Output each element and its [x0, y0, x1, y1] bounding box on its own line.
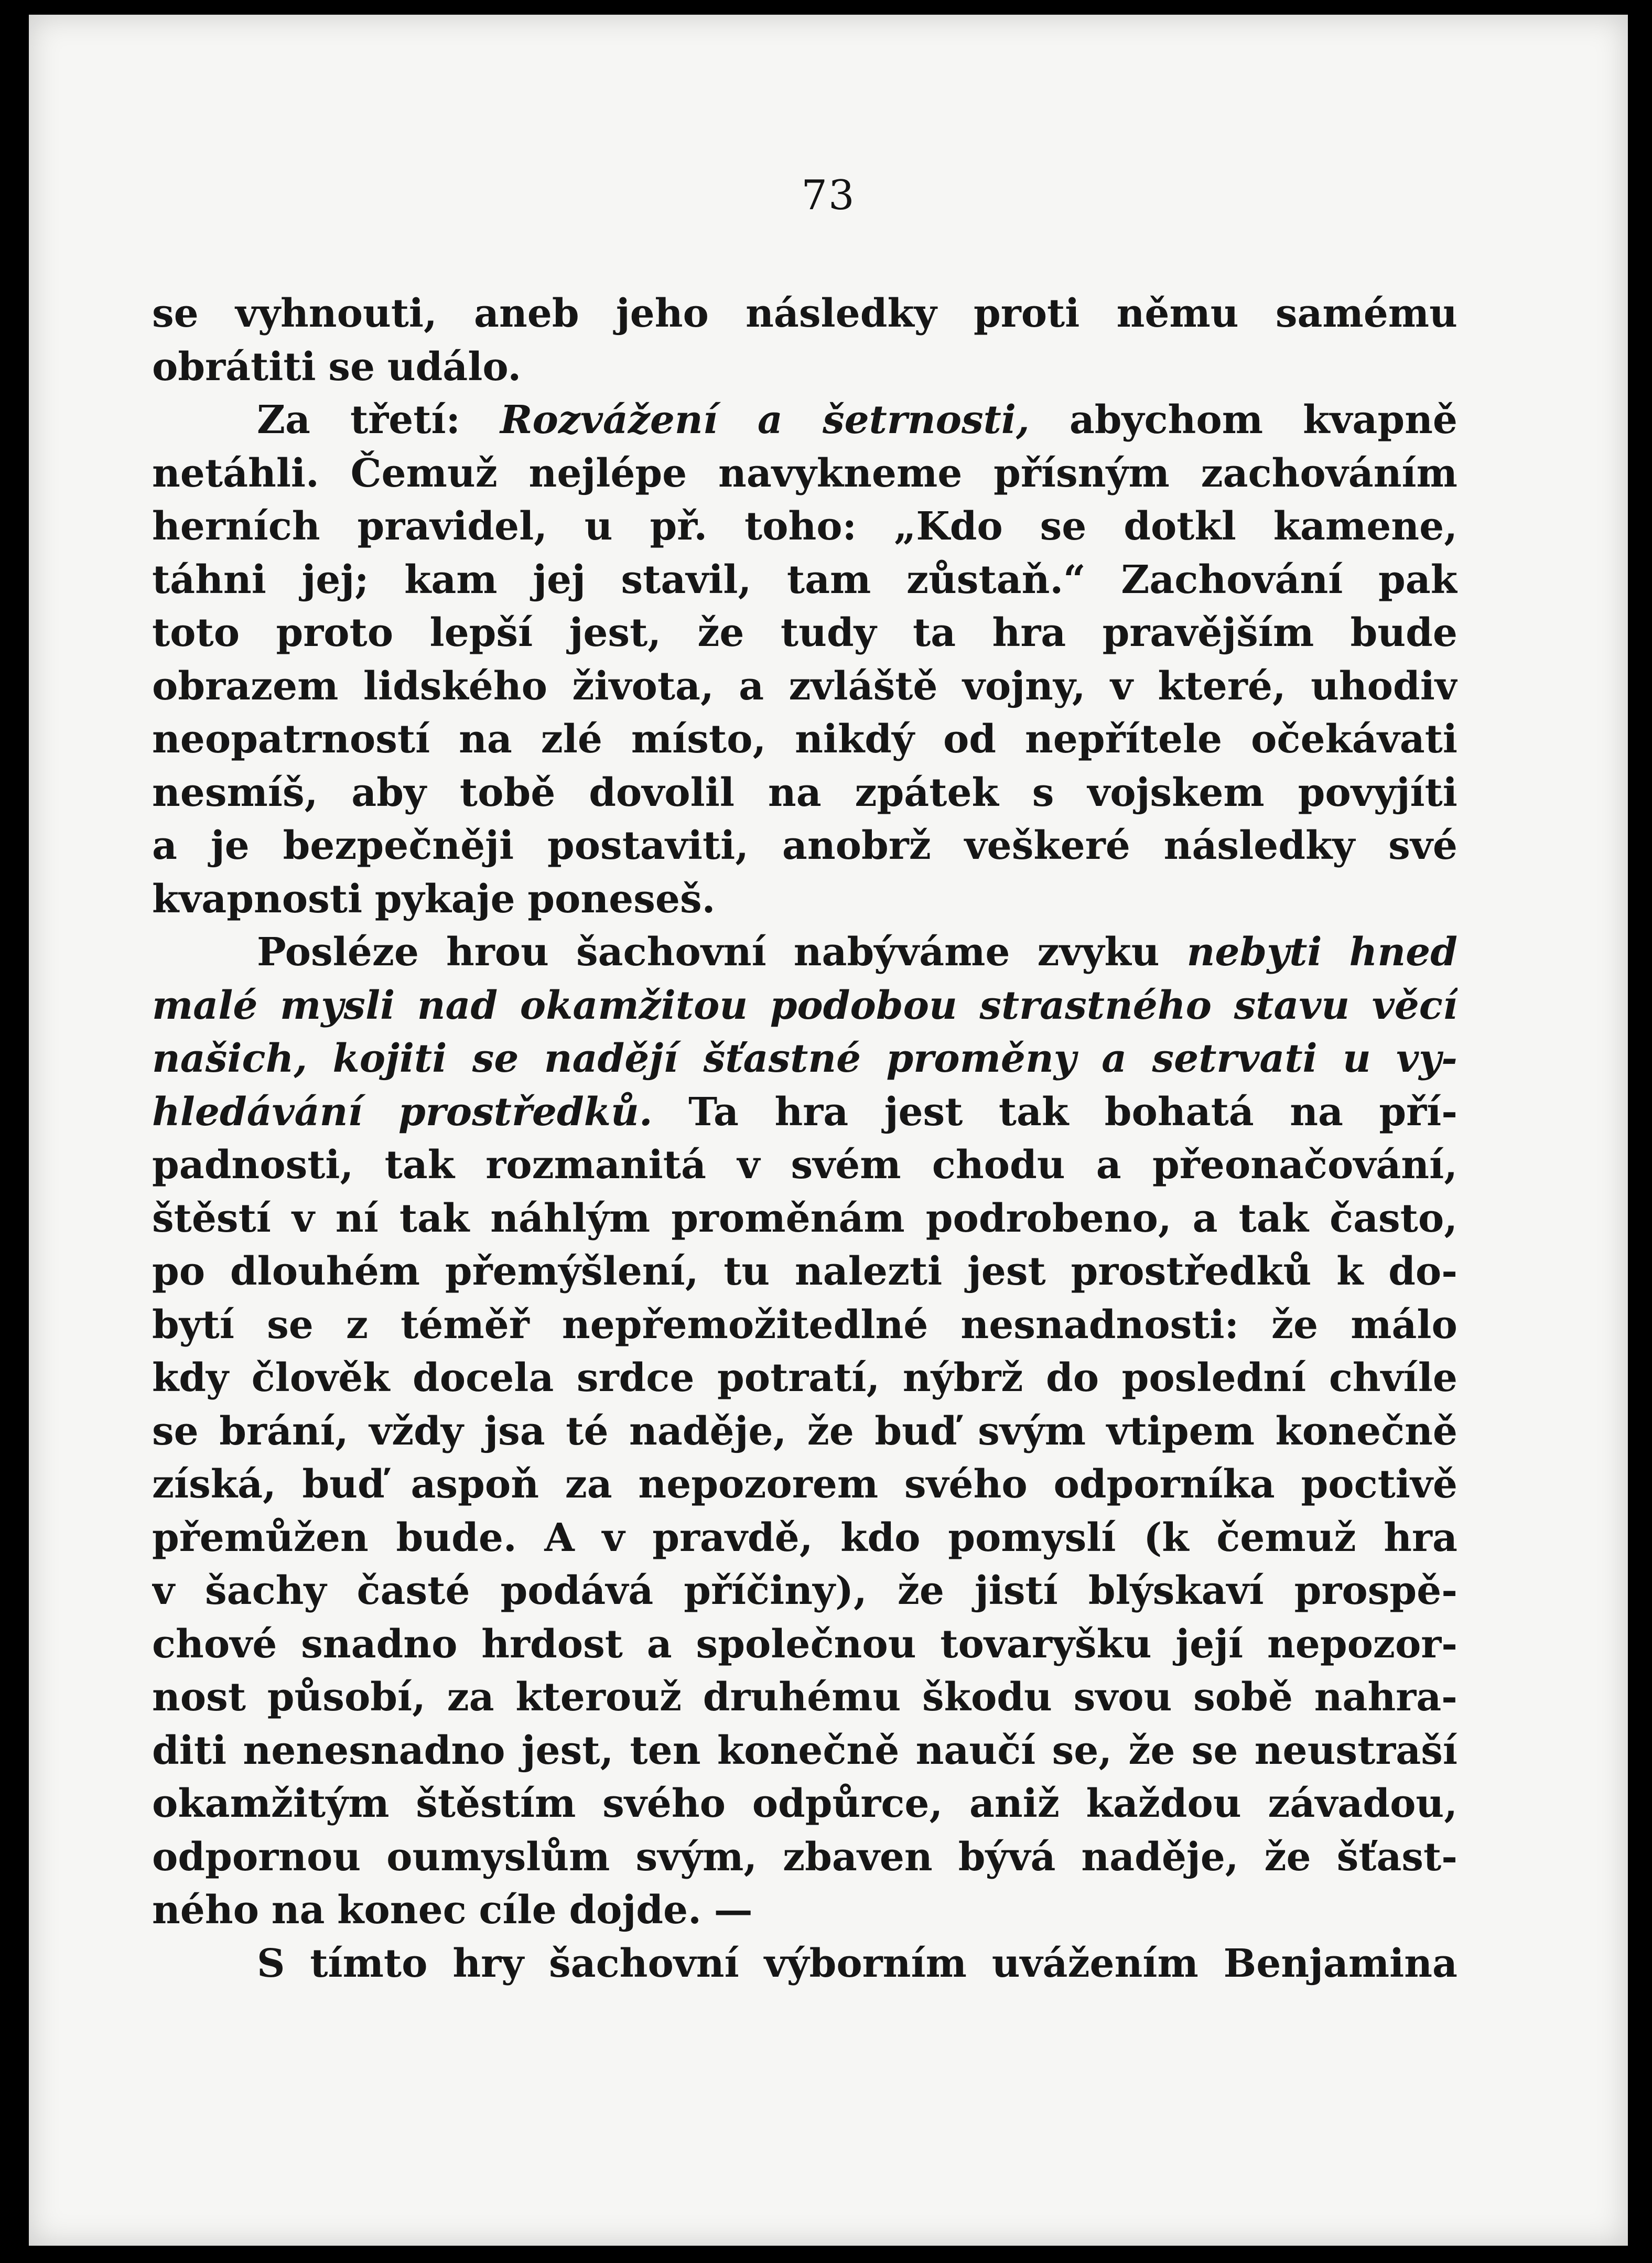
word: jistí	[974, 1568, 1058, 1613]
text-line	[152, 926, 1457, 979]
word: jest	[884, 1089, 963, 1135]
word: a	[739, 663, 764, 709]
text-line	[152, 1725, 1457, 1778]
word: nikdý	[795, 717, 915, 762]
word: ní	[335, 1195, 379, 1241]
word: —	[714, 1888, 753, 1933]
word: kvapně	[1303, 397, 1457, 443]
body-text	[152, 287, 1457, 1990]
text-line	[152, 1937, 1457, 1991]
word: poneseš.	[527, 876, 716, 922]
word: samému	[1275, 291, 1457, 336]
text-line	[152, 1512, 1457, 1565]
word: proti	[973, 291, 1080, 336]
word: výborním	[764, 1941, 967, 1986]
text-line	[152, 1245, 1457, 1299]
word: v	[152, 1568, 175, 1613]
text-line	[152, 767, 1457, 820]
word: se	[1191, 1728, 1238, 1773]
word: na	[459, 717, 512, 762]
text-line	[152, 1299, 1457, 1352]
word: vždy	[369, 1408, 463, 1454]
text-line	[152, 1618, 1457, 1672]
word: (k	[1143, 1515, 1189, 1560]
word: proto	[276, 610, 394, 655]
word: pří-	[1379, 1089, 1457, 1135]
word: herních	[152, 504, 320, 549]
word: ta	[913, 610, 956, 655]
word: tak	[399, 1195, 470, 1241]
word: prostředků	[1071, 1249, 1312, 1294]
word: okamžitou	[520, 983, 748, 1028]
text-line	[152, 1352, 1457, 1405]
word: šachovní	[576, 930, 766, 975]
word: okamžitým	[152, 1781, 390, 1826]
word: často,	[1330, 1195, 1457, 1241]
text-line	[152, 1458, 1457, 1512]
word: setrvati	[1152, 1036, 1318, 1081]
word: se	[152, 291, 199, 336]
word: zbaven	[783, 1834, 933, 1880]
text-line	[152, 1884, 1457, 1937]
word: kdy	[152, 1355, 229, 1400]
word: tudy	[780, 610, 877, 655]
word: svým	[978, 1408, 1086, 1454]
word: nýbrž	[902, 1355, 1023, 1400]
word: že	[1264, 1834, 1311, 1880]
word: malé	[152, 983, 258, 1028]
word: každou	[1086, 1781, 1241, 1826]
word: do	[1045, 1355, 1099, 1400]
word: následky	[1163, 823, 1355, 868]
word: docela	[413, 1355, 554, 1400]
word: nahra-	[1314, 1675, 1457, 1720]
word: závadou,	[1268, 1781, 1457, 1826]
word: „Kdo	[893, 504, 1003, 549]
word: sobě	[1193, 1675, 1293, 1720]
word: očekávati	[1251, 717, 1457, 762]
word: působí,	[267, 1675, 426, 1720]
word: příčiny),	[684, 1568, 867, 1613]
word: tak	[998, 1089, 1069, 1135]
word: na	[1290, 1089, 1343, 1135]
word: svého	[904, 1462, 1028, 1507]
word: dlouhém	[230, 1249, 420, 1294]
text-line	[152, 394, 1457, 447]
word: anobrž	[782, 823, 931, 868]
word: dovolil	[589, 770, 735, 815]
word: třetí:	[350, 397, 460, 443]
word: konečně	[1275, 1408, 1457, 1454]
word: že	[897, 1568, 944, 1613]
word: diti	[152, 1728, 227, 1773]
word: nebyti	[1186, 930, 1322, 975]
word: se	[267, 1302, 314, 1348]
word: tímto	[310, 1941, 428, 1986]
word: poctivě	[1301, 1462, 1457, 1507]
word: její	[1175, 1621, 1244, 1667]
word: svou	[1073, 1675, 1172, 1720]
word: Rozvážení	[500, 397, 718, 443]
word: za	[447, 1675, 494, 1720]
word: místo,	[631, 717, 766, 762]
text-line	[152, 1777, 1457, 1831]
word: bezpečněji	[283, 823, 514, 868]
word: pravdě,	[652, 1515, 813, 1560]
word: obrátiti	[152, 344, 316, 390]
text-line	[152, 1565, 1457, 1618]
word: a	[1192, 1195, 1218, 1241]
word: toto	[152, 610, 240, 655]
word: konec	[337, 1888, 467, 1933]
word: hra	[1384, 1515, 1457, 1560]
word: odpornou	[152, 1834, 361, 1880]
word: jej	[533, 557, 586, 602]
word: pravějším	[1102, 610, 1314, 655]
word: pykaje	[374, 876, 515, 922]
word: v	[291, 1195, 315, 1241]
word: potratí,	[717, 1355, 880, 1400]
text-line	[152, 607, 1457, 660]
word: přemůžen	[152, 1515, 369, 1560]
word: prospě-	[1294, 1568, 1457, 1613]
word: přeonačování,	[1152, 1143, 1457, 1188]
word: hra	[992, 610, 1066, 655]
word: tak	[1238, 1195, 1309, 1241]
word: přísným	[994, 450, 1170, 496]
word: svém	[791, 1143, 901, 1188]
word: a	[152, 823, 177, 868]
word: postaviti,	[547, 823, 749, 868]
word: že	[1271, 1302, 1319, 1348]
word: ten	[630, 1728, 701, 1773]
word: cíle	[479, 1888, 557, 1933]
word: je	[210, 823, 250, 868]
word: a	[757, 397, 783, 443]
word: blýskaví	[1088, 1568, 1264, 1613]
word: kterouž	[515, 1675, 682, 1720]
word: němu	[1116, 291, 1239, 336]
word: navykneme	[718, 450, 963, 496]
word: dotkl	[1124, 504, 1236, 549]
word: a	[1096, 1143, 1121, 1188]
word: té	[566, 1408, 609, 1454]
word: hry	[452, 1941, 524, 1986]
word: odpůrce,	[752, 1781, 943, 1826]
word: lidského	[363, 663, 547, 709]
word: člověk	[251, 1355, 390, 1400]
text-line	[152, 1831, 1457, 1884]
word: přemýšlení,	[445, 1249, 699, 1294]
word: časté	[357, 1568, 470, 1613]
word: hledávání	[152, 1089, 363, 1135]
word: v	[1110, 663, 1133, 709]
word: Posléze	[257, 930, 419, 975]
word: stavu	[1234, 983, 1350, 1028]
word: aby	[351, 770, 426, 815]
word: povyjíti	[1298, 770, 1457, 815]
word: hned	[1349, 930, 1457, 975]
word: na	[768, 770, 822, 815]
word: událo.	[387, 344, 522, 390]
word: nenesnadno	[243, 1728, 505, 1773]
word: od	[943, 717, 997, 762]
word: nad	[417, 983, 498, 1028]
word: s	[1032, 770, 1054, 815]
word: bude.	[396, 1515, 517, 1560]
word: ného	[152, 1888, 260, 1933]
word: Čemuž	[350, 450, 498, 496]
word: podobou	[770, 983, 957, 1028]
text-line	[152, 287, 1457, 341]
word: které,	[1158, 663, 1286, 709]
word: konečně	[717, 1728, 900, 1773]
word: kvapnosti	[152, 876, 363, 922]
word: snadno	[301, 1621, 458, 1667]
word: podrobeno,	[925, 1195, 1172, 1241]
word: obrazem	[152, 663, 339, 709]
word: vy-	[1396, 1036, 1457, 1081]
word: táhni	[152, 557, 266, 602]
word: odporníka	[1053, 1462, 1275, 1507]
word: prostředků.	[398, 1089, 653, 1135]
page-number: 73	[801, 172, 856, 219]
word: následky	[746, 291, 937, 336]
text-line	[152, 1032, 1457, 1086]
word: Benjamina	[1223, 1941, 1457, 1986]
word: nost	[152, 1675, 246, 1720]
text-line	[152, 1671, 1457, 1725]
word: svým,	[635, 1834, 758, 1880]
word: jej;	[301, 557, 369, 602]
word: bytí	[152, 1302, 235, 1348]
word: netáhli.	[152, 450, 319, 496]
word: vojskem	[1087, 770, 1265, 815]
word: podává	[500, 1568, 654, 1613]
word: u	[584, 504, 613, 549]
word: kojiti	[332, 1036, 447, 1081]
word: vojny,	[962, 663, 1086, 709]
word: buď	[874, 1408, 957, 1454]
word: tam	[786, 557, 871, 602]
word: veškeré	[964, 823, 1130, 868]
text-line	[152, 447, 1457, 501]
word: svého	[602, 1781, 726, 1826]
word: kdo	[840, 1515, 921, 1560]
word: kamene,	[1273, 504, 1457, 549]
word: hra	[774, 1089, 849, 1135]
word: bude	[1350, 610, 1457, 655]
book-page	[29, 15, 1628, 2246]
word: pravidel,	[357, 504, 547, 549]
text-line	[152, 554, 1457, 607]
word: aspoň	[411, 1462, 539, 1507]
word: čemuž	[1216, 1515, 1356, 1560]
text-line	[152, 660, 1457, 714]
word: Za	[257, 397, 310, 443]
word: Ta	[688, 1089, 739, 1135]
word: kam	[404, 557, 498, 602]
word: lepší	[429, 610, 533, 655]
word: šťastné	[703, 1036, 861, 1081]
word: štěstí	[152, 1195, 271, 1241]
word: jest	[967, 1249, 1046, 1294]
text-line	[152, 713, 1457, 767]
word: naučí	[915, 1728, 1036, 1773]
word: vyhnouti,	[235, 291, 437, 336]
word: v	[737, 1143, 760, 1188]
word: hrou	[446, 930, 549, 975]
word: se	[472, 1036, 519, 1081]
word: na	[271, 1888, 325, 1933]
word: štěstím	[416, 1781, 576, 1826]
word: naděje,	[629, 1408, 787, 1454]
word: a	[646, 1621, 672, 1667]
word: tovaryšku	[940, 1621, 1152, 1667]
word: rozmanitá	[485, 1143, 706, 1188]
word: nesnadnosti:	[960, 1302, 1239, 1348]
word: nepřítele	[1024, 717, 1223, 762]
text-line	[152, 1192, 1457, 1246]
word: jest,	[521, 1728, 614, 1773]
word: srdce	[576, 1355, 695, 1400]
text-line	[152, 1405, 1457, 1459]
word: u	[1342, 1036, 1371, 1081]
word: zvyku	[1037, 930, 1160, 975]
word: pak	[1378, 557, 1457, 602]
word: padnosti,	[152, 1143, 354, 1188]
word: jest,	[569, 610, 662, 655]
word: abychom	[1069, 397, 1264, 443]
word: zvláště	[789, 663, 938, 709]
word: že	[807, 1408, 854, 1454]
word: a	[1102, 1036, 1127, 1081]
word: uvážením	[991, 1941, 1198, 1986]
word: společnou	[696, 1621, 916, 1667]
word: věcí	[1372, 983, 1457, 1028]
word: bohatá	[1104, 1089, 1254, 1135]
word: buď	[302, 1462, 385, 1507]
word: se	[1040, 504, 1087, 549]
word: téměř	[401, 1302, 530, 1348]
word: oumyslům	[386, 1834, 610, 1880]
word: našich,	[152, 1036, 308, 1081]
word: zpátek	[855, 770, 999, 815]
word: že	[697, 610, 744, 655]
word: své	[1388, 823, 1457, 868]
word: se,	[1052, 1728, 1113, 1773]
word: nepřemožitedlné	[562, 1302, 928, 1348]
word: šťast-	[1336, 1834, 1457, 1880]
word: z	[345, 1302, 369, 1348]
word: se	[152, 1408, 199, 1454]
word: Zachování	[1121, 557, 1343, 602]
word: zlé	[541, 717, 602, 762]
text-line	[152, 979, 1457, 1033]
word: tu	[724, 1249, 770, 1294]
word: šachovní	[548, 1941, 739, 1986]
word: nejlépe	[528, 450, 687, 496]
word: šetrnosti,	[822, 397, 1030, 443]
word: S	[257, 1941, 285, 1986]
word: vtipem	[1106, 1408, 1255, 1454]
word: tak	[384, 1143, 455, 1188]
word: hrdost	[481, 1621, 623, 1667]
word: nesmíš,	[152, 770, 318, 815]
word: po	[152, 1249, 206, 1294]
word: uhodiv	[1311, 663, 1457, 709]
word: stavil,	[621, 557, 752, 602]
word: aniž	[969, 1781, 1060, 1826]
word: nadějí	[544, 1036, 678, 1081]
word: do-	[1388, 1249, 1457, 1294]
word: že	[1128, 1728, 1175, 1773]
word: tobě	[459, 770, 556, 815]
text-line	[152, 820, 1457, 873]
word: za	[565, 1462, 612, 1507]
word: málo	[1351, 1302, 1457, 1348]
text-line	[152, 341, 1457, 394]
text-line	[152, 1086, 1457, 1139]
word: mysli	[280, 983, 395, 1028]
word: jsa	[484, 1408, 545, 1454]
word: zachováním	[1201, 450, 1457, 496]
word: dojde.	[569, 1888, 701, 1933]
text-line	[152, 1139, 1457, 1192]
word: naděje,	[1081, 1834, 1239, 1880]
word: př.	[650, 504, 708, 549]
word: druhému	[703, 1675, 901, 1720]
word: chvíle	[1329, 1355, 1457, 1400]
word: poslední	[1121, 1355, 1307, 1400]
word: proměnám	[671, 1195, 905, 1241]
word: chodu	[932, 1143, 1065, 1188]
word: se	[328, 344, 375, 390]
word: chové	[152, 1621, 277, 1667]
word: proměny	[886, 1036, 1076, 1081]
word: pomyslí	[948, 1515, 1116, 1560]
word: aneb	[474, 291, 579, 336]
word: jeho	[616, 291, 709, 336]
word: života,	[572, 663, 714, 709]
text-line	[152, 500, 1457, 554]
word: nabýváme	[793, 930, 1010, 975]
word: škodu	[922, 1675, 1052, 1720]
word: získá,	[152, 1462, 276, 1507]
word: k	[1336, 1249, 1364, 1294]
word: v	[602, 1515, 625, 1560]
word: A	[544, 1515, 575, 1560]
word: strastného	[979, 983, 1212, 1028]
word: šachy	[205, 1568, 327, 1613]
text-line	[152, 873, 1457, 926]
word: brání,	[219, 1408, 349, 1454]
word: nalezti	[795, 1249, 943, 1294]
word: toho:	[744, 504, 857, 549]
word: neustraší	[1254, 1728, 1457, 1773]
word: neopatrností	[152, 717, 430, 762]
word: náhlým	[490, 1195, 651, 1241]
word: nepozor-	[1267, 1621, 1457, 1667]
word: zůstaň.“	[906, 557, 1086, 602]
word: bývá	[958, 1834, 1056, 1880]
word: nepozorem	[638, 1462, 879, 1507]
